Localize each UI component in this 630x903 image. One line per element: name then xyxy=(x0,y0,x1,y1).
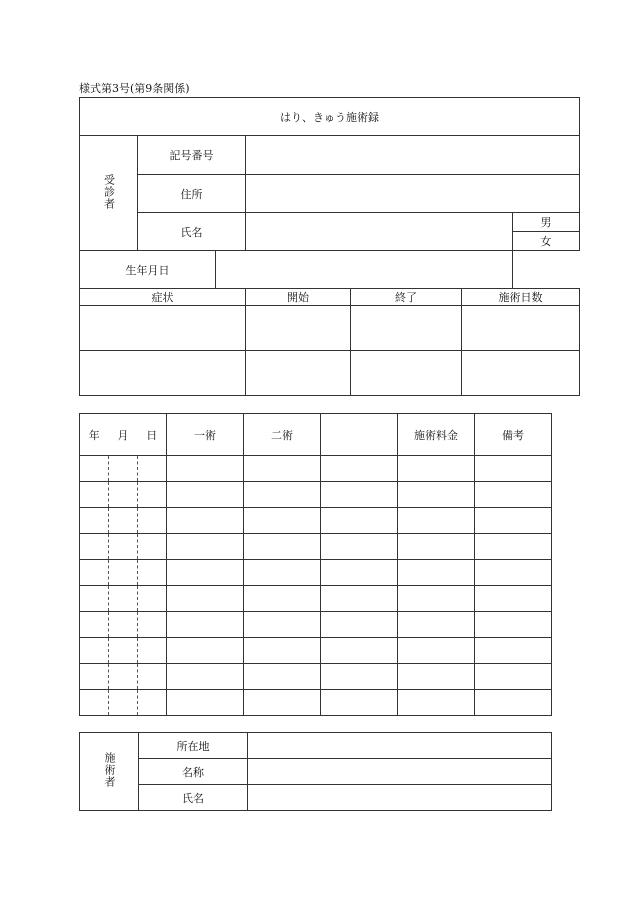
first-treatment-cell[interactable] xyxy=(167,586,244,612)
birthdate-field[interactable] xyxy=(216,251,513,289)
practitioner-name-field[interactable] xyxy=(248,785,552,811)
remarks-cell[interactable] xyxy=(475,690,552,716)
remarks-cell[interactable] xyxy=(475,560,552,586)
blank-cell[interactable] xyxy=(321,508,398,534)
symptom-field[interactable] xyxy=(80,306,246,351)
start-field[interactable] xyxy=(246,306,351,351)
year-cell[interactable] xyxy=(80,586,109,612)
practitioner-name-label: 氏名 xyxy=(139,785,248,811)
remarks-cell[interactable] xyxy=(475,508,552,534)
remarks-cell[interactable] xyxy=(475,456,552,482)
second-treatment-header: 二術 xyxy=(244,414,321,456)
year-cell[interactable] xyxy=(80,534,109,560)
table-row xyxy=(80,560,552,586)
blank-header xyxy=(321,414,398,456)
second-treatment-cell[interactable] xyxy=(244,560,321,586)
end-field[interactable] xyxy=(351,306,462,351)
start-field[interactable] xyxy=(246,351,351,396)
first-treatment-cell[interactable] xyxy=(167,612,244,638)
day-cell[interactable] xyxy=(138,534,167,560)
fee-header: 施術料金 xyxy=(398,414,475,456)
business-name-label: 名称 xyxy=(139,759,248,785)
treatment-days-header: 施術日数 xyxy=(462,289,580,306)
record-number-field[interactable] xyxy=(246,136,580,175)
table-row xyxy=(80,664,552,690)
first-treatment-cell[interactable] xyxy=(167,664,244,690)
symptom-row xyxy=(80,306,580,351)
year-cell[interactable] xyxy=(80,638,109,664)
symptom-row xyxy=(80,351,580,396)
year-cell[interactable] xyxy=(80,456,109,482)
symptom-header: 症状 xyxy=(80,289,246,306)
blank-cell[interactable] xyxy=(321,664,398,690)
location-field[interactable] xyxy=(248,733,552,759)
patient-group-cell xyxy=(80,136,138,251)
blank-cell[interactable] xyxy=(321,482,398,508)
year-cell[interactable] xyxy=(80,690,109,716)
blank-cell[interactable] xyxy=(321,638,398,664)
patient-info-table xyxy=(79,97,580,396)
day-cell[interactable] xyxy=(138,586,167,612)
second-treatment-cell[interactable] xyxy=(244,612,321,638)
end-field[interactable] xyxy=(351,351,462,396)
month-cell[interactable] xyxy=(109,534,138,560)
day-cell[interactable] xyxy=(138,612,167,638)
remarks-header: 備考 xyxy=(475,414,552,456)
table-row xyxy=(80,534,552,560)
patient-name-field[interactable] xyxy=(246,213,513,251)
day-cell[interactable] xyxy=(138,690,167,716)
fee-cell[interactable] xyxy=(398,534,475,560)
practitioner-group-cell xyxy=(80,733,139,811)
year-cell[interactable] xyxy=(80,664,109,690)
second-treatment-cell[interactable] xyxy=(244,664,321,690)
second-treatment-cell[interactable] xyxy=(244,586,321,612)
first-treatment-cell[interactable] xyxy=(167,508,244,534)
fee-cell[interactable] xyxy=(398,508,475,534)
remarks-cell[interactable] xyxy=(475,664,552,690)
female-option[interactable]: 女 xyxy=(513,232,580,251)
day-cell[interactable] xyxy=(138,508,167,534)
blank-cell[interactable] xyxy=(321,690,398,716)
table-row xyxy=(80,456,552,482)
month-cell[interactable] xyxy=(109,612,138,638)
fee-cell[interactable] xyxy=(398,586,475,612)
treatment-log-body xyxy=(80,456,552,716)
remarks-cell[interactable] xyxy=(475,612,552,638)
table-row xyxy=(80,586,552,612)
fee-cell[interactable] xyxy=(398,482,475,508)
remarks-cell[interactable] xyxy=(475,482,552,508)
first-treatment-cell[interactable] xyxy=(167,534,244,560)
month-cell[interactable] xyxy=(109,560,138,586)
fee-cell[interactable] xyxy=(398,612,475,638)
table-row xyxy=(80,638,552,664)
day-cell[interactable] xyxy=(138,456,167,482)
month-cell[interactable] xyxy=(109,456,138,482)
first-treatment-cell[interactable] xyxy=(167,482,244,508)
form-caption: 様式第3号(第9条関係) xyxy=(79,82,190,95)
second-treatment-cell[interactable] xyxy=(244,482,321,508)
remarks-cell[interactable] xyxy=(475,534,552,560)
patient-group-label: 受診者 xyxy=(102,173,116,210)
first-treatment-header: 一術 xyxy=(167,414,244,456)
first-treatment-cell[interactable] xyxy=(167,690,244,716)
second-treatment-cell[interactable] xyxy=(244,690,321,716)
treatment-days-field[interactable] xyxy=(462,306,580,351)
remarks-cell[interactable] xyxy=(475,638,552,664)
end-header: 終了 xyxy=(351,289,462,306)
remarks-cell[interactable] xyxy=(475,586,552,612)
first-treatment-cell[interactable] xyxy=(167,638,244,664)
business-name-field[interactable] xyxy=(248,759,552,785)
treatment-log-table xyxy=(79,413,552,716)
blank-cell[interactable] xyxy=(321,586,398,612)
blank-cell[interactable] xyxy=(321,456,398,482)
day-cell[interactable] xyxy=(138,560,167,586)
month-cell[interactable] xyxy=(109,508,138,534)
day-header: 日 xyxy=(138,414,167,456)
second-treatment-cell[interactable] xyxy=(244,508,321,534)
year-header: 年 xyxy=(80,414,109,456)
fee-cell[interactable] xyxy=(398,456,475,482)
birthdate-label: 生年月日 xyxy=(80,251,216,289)
month-cell[interactable] xyxy=(109,638,138,664)
year-cell[interactable] xyxy=(80,560,109,586)
day-cell[interactable] xyxy=(138,664,167,690)
record-number-label: 記号番号 xyxy=(138,136,246,175)
practitioner-group-label: 施術者 xyxy=(103,752,116,788)
second-treatment-cell[interactable] xyxy=(244,534,321,560)
location-label: 所在地 xyxy=(139,733,248,759)
month-cell[interactable] xyxy=(109,586,138,612)
address-field[interactable] xyxy=(246,175,580,213)
day-cell[interactable] xyxy=(138,638,167,664)
male-option[interactable]: 男 xyxy=(513,213,580,232)
record-title: はり、きゅう施術録 xyxy=(80,98,580,136)
year-cell[interactable] xyxy=(80,612,109,638)
day-cell[interactable] xyxy=(138,482,167,508)
month-cell[interactable] xyxy=(109,664,138,690)
first-treatment-cell[interactable] xyxy=(167,456,244,482)
month-cell[interactable] xyxy=(109,690,138,716)
address-label: 住所 xyxy=(138,175,246,213)
treatment-days-field[interactable] xyxy=(462,351,580,396)
patient-name-label: 氏名 xyxy=(138,213,246,251)
table-row xyxy=(80,690,552,716)
symptom-field[interactable] xyxy=(80,351,246,396)
blank-cell[interactable] xyxy=(321,612,398,638)
fee-cell[interactable] xyxy=(398,690,475,716)
month-cell[interactable] xyxy=(109,482,138,508)
second-treatment-cell[interactable] xyxy=(244,638,321,664)
year-cell[interactable] xyxy=(80,508,109,534)
table-row xyxy=(80,508,552,534)
fee-cell[interactable] xyxy=(398,638,475,664)
table-row xyxy=(80,612,552,638)
start-header: 開始 xyxy=(246,289,351,306)
first-treatment-cell[interactable] xyxy=(167,560,244,586)
month-header: 月 xyxy=(109,414,138,456)
fee-cell[interactable] xyxy=(398,560,475,586)
blank-cell[interactable] xyxy=(321,534,398,560)
second-treatment-cell[interactable] xyxy=(244,456,321,482)
blank-cell[interactable] xyxy=(321,560,398,586)
table-row xyxy=(80,482,552,508)
year-cell[interactable] xyxy=(80,482,109,508)
fee-cell[interactable] xyxy=(398,664,475,690)
practitioner-table xyxy=(79,732,552,811)
